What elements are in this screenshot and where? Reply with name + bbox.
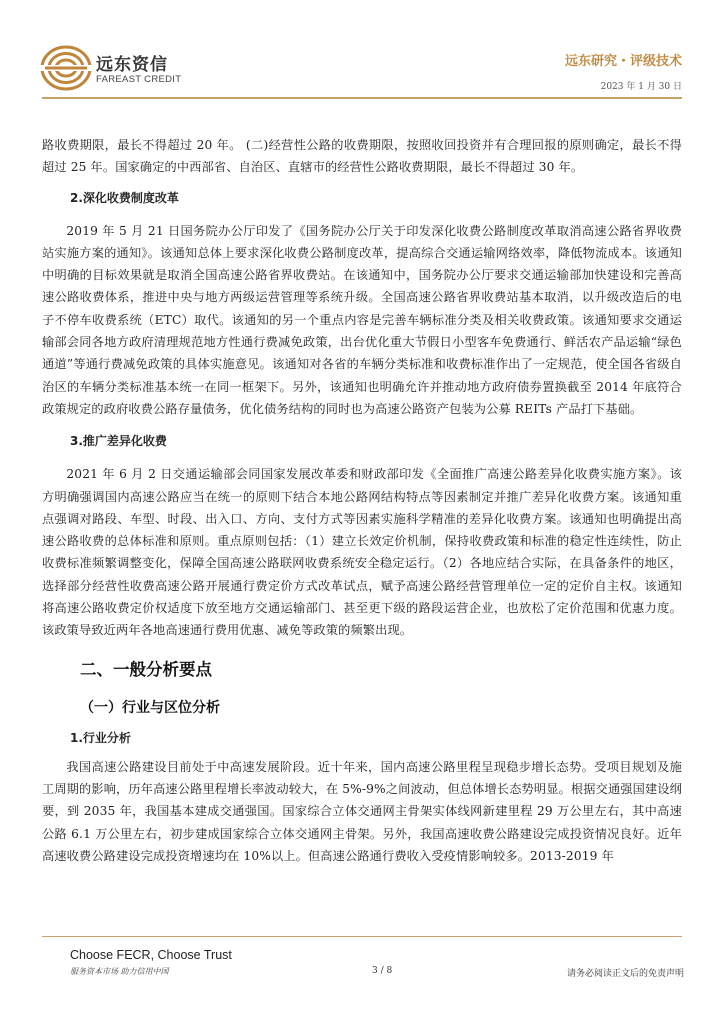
subheading-industry-analysis: 1.行业分析 <box>70 730 131 745</box>
logo-mark-icon <box>40 44 92 92</box>
logo-english-name: FAREAST CREDIT <box>96 74 182 85</box>
disclaimer-note: 请务必阅读正文后的免责声明 <box>566 969 684 979</box>
logo-chinese-name: 远东资信 <box>96 55 168 75</box>
paragraph-industry-analysis: 我国高速公路建设目前处于中高速发展阶段。近十年来，国内高速公路里程呈现稳步增长态势。受项目规划及施工周期的影响，历年高速公路里程增长率波动较大，在 5%-9%之间波动，但总体增长态势明显。根据交通强国建设纲要，到 2035 年，我国基本建成交通强国。国家综合立体交通网主骨架实体线网新建里程 29 万公里左右，其中高速公路 6.1 万公里左右，初步建成国家综合立体交通网主骨架。另外，我国高速收费公路建设完成投资情况良好。近年高速收费公路建设完成投资增速均在 10%以上。但高速公路通行费收入受疫情影响较多。2013-2019 年 <box>42 759 682 863</box>
fareast-credit-logo <box>40 44 180 94</box>
paragraph-differentiated-toll: 2021 年 6 月 2 日交通运输部会同国家发展改革委和财政部印发《全面推广高速公路差异化收费实施方案》。该方明确强调国内高速公路应当在统一的原则下结合本地公路网结构特点等因素制定并推广差异化收费方案。该通知重点强调对路段、车型、时段、出入口、方向、支付方式等因素实施科学精准的差异化收费方案。该通知也明确提出高速公路收费的总体标准和原则。重点原则包括：（1）建立长效定价机制，保持收费政策和标准的稳定性连续性，防止收费标准频繁调整变化，保障全国高速公路联网收费系统安全稳定运行。（2）各地应结合实际，在具备条件的地区，选择部分经营性收费高速公路开展通行费定价方式改革试点，赋予高速公路经营管理单位一定的定价自主权。该通知将高速公路收费定价权适度下放至地方交通运输部门、甚至更下级的路段运营企业，也放松了定价范围和优惠力度。该政策导致近两年各地高速通行费用优惠、减免等政策的频繁出现。 <box>42 467 682 638</box>
paragraph-fee-reform: 2019 年 5 月 21 日国务院办公厅印发了《国务院办公厅关于印发深化收费公路制度改革取消高速公路省界收费站实施方案的通知》。该通知总体上要求深化收费公路制度改革，提高综合交通运输网络效率，降低物流成本。该通知中明确的目标效果就是取消全国高速公路省界收费站。在该通知中，国务院办公厅要求交通运输部加快建设和完善高速公路收费体系，推进中央与地方两级运营管理等系统升级。全国高速公路省界收费站基本取消，以升级改造后的电子不停车收费系统（ETC）取代。该通知的另一个重点内容是完善车辆标准分类及相关收费政策。该通知要求交通运输部会同各地方政府清理规范地方性通行费减免政策，出台优化重大节假日小型客车免费通行、鲜活农产品运输“绿色通道”等通行费减免政策的具体实施意见。该通知对各省的车辆分类标准和收费标准作出了一定规范，使全国各省级自治区的车辆分类标准基本统一在同一框架下。另外，该通知也明确允许并推动地方政府债券置换截至 2014 年底符合政策规定的政府收费公路存量债务，优化债务结构的同时也为高速公路资产包装为公募 REITs 产品打下基础。 <box>42 223 682 416</box>
section-heading-analysis: 二、一般分析要点 <box>80 659 212 679</box>
header-divider <box>42 97 682 99</box>
page-number: 3 / 8 <box>372 966 393 976</box>
series-title: 远东研究・评级技术 <box>564 54 682 69</box>
section-subheading-industry-region: （一）行业与区位分析 <box>80 699 220 716</box>
footer-slogan: Choose FECR, Choose Trust <box>70 948 232 962</box>
report-body <box>42 134 682 867</box>
paragraph-continued: 路收费期限，最长不得超过 20 年。 (二)经营性公路的收费期限，按照收回投资并有合理回报的原则确定，最长不得超过 25 年。国家确定的中西部省、自治区、直辖市的经营性公路收费期限，最长不得超过 30 年。 <box>42 138 682 175</box>
footer-divider <box>42 936 682 937</box>
footer-tagline: 服务资本市场 助力信用中国 <box>70 967 169 976</box>
subheading-differentiated-toll: 3.推广差异化收费 <box>70 434 167 449</box>
subheading-fee-reform: 2.深化收费制度改革 <box>70 190 179 205</box>
report-date: 2023 年 1 月 30 日 <box>600 82 682 92</box>
